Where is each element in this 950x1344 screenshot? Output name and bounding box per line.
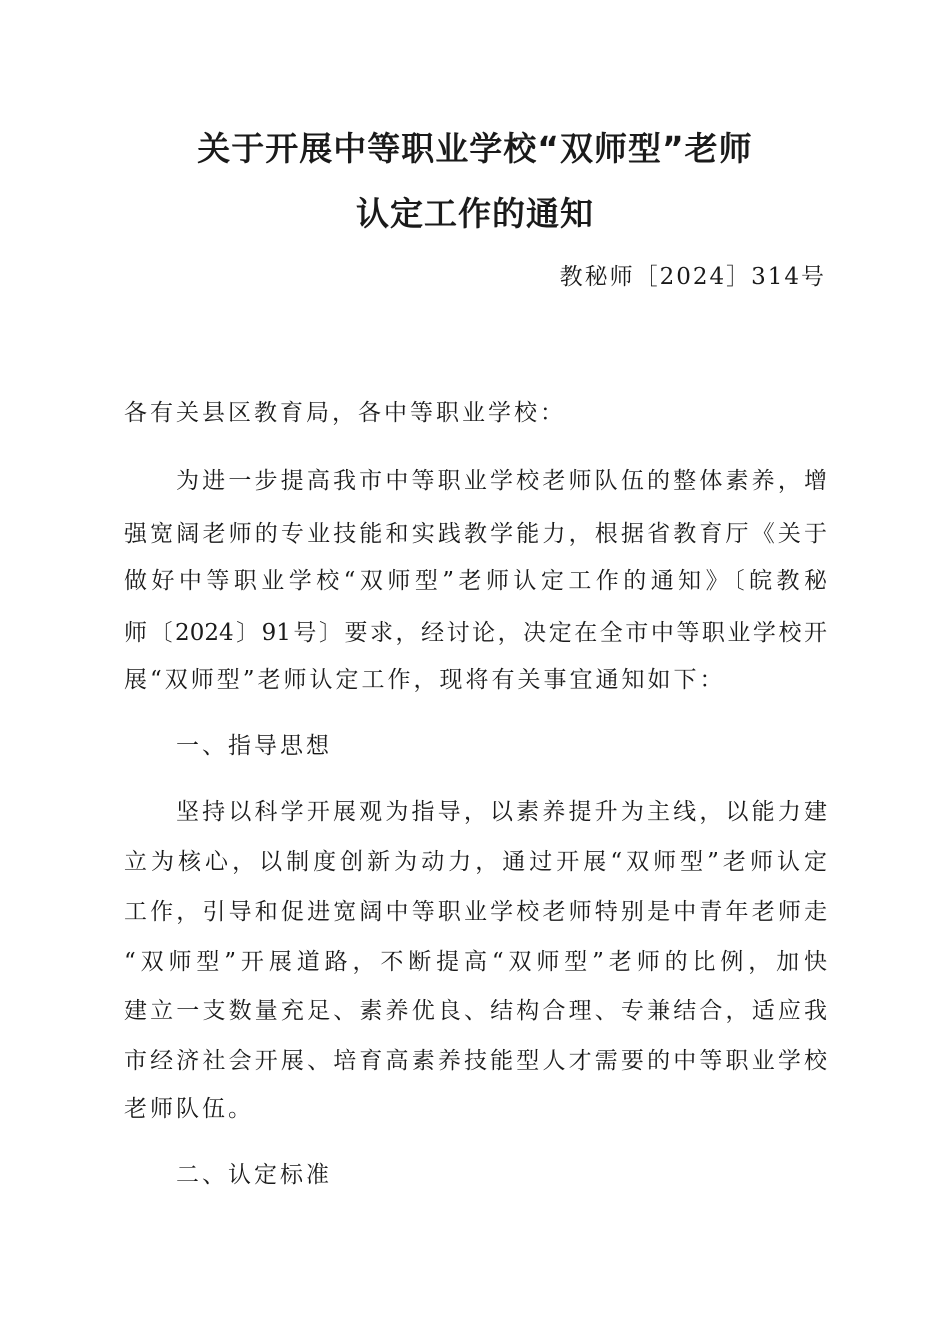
section-heading-certification-standards: 二、认定标准 — [176, 1162, 332, 1188]
salutation: 各有关县区教育局，各中等职业学校： — [124, 400, 566, 426]
intro-line: 做好中等职业学校“双师型”老师认定工作的通知》〔皖教秘 — [124, 568, 827, 594]
intro-line: 展“双师型”老师认定工作，现将有关事宜通知如下： — [124, 667, 726, 693]
section1-line: 市经济社会开展、培育高素养技能型人才需要的中等职业学校 — [124, 1048, 827, 1074]
section1-line: 建立一支数量充足、素养优良、结构合理、专兼结合，适应我 — [124, 998, 827, 1024]
section1-line: 老师队伍。 — [124, 1096, 254, 1122]
section1-line: “双师型”开展道路，不断提高“双师型”老师的比例，加快 — [124, 949, 827, 975]
intro-line: 师〔2024〕91号〕要求，经讨论，决定在全市中等职业学校开 — [124, 620, 827, 646]
section-heading-guiding-ideology: 一、指导思想 — [176, 733, 332, 759]
document-number: 教秘师［2024］314号 — [559, 264, 826, 290]
section1-line: 坚持以科学开展观为指导，以素养提升为主线，以能力建 — [176, 799, 827, 825]
intro-line: 强宽阔老师的专业技能和实践教学能力，根据省教育厅《关于 — [124, 521, 827, 547]
section1-line: 工作，引导和促进宽阔中等职业学校老师特别是中青年老师走 — [124, 899, 827, 925]
document-title-line-1: 关于开展中等职业学校“双师型”老师 — [197, 129, 753, 168]
document-title-line-2: 认定工作的通知 — [356, 194, 594, 233]
section1-line: 立为核心，以制度创新为动力，通过开展“双师型”老师认定 — [124, 849, 827, 875]
intro-line: 为进一步提高我市中等职业学校老师队伍的整体素养，增 — [176, 468, 827, 494]
